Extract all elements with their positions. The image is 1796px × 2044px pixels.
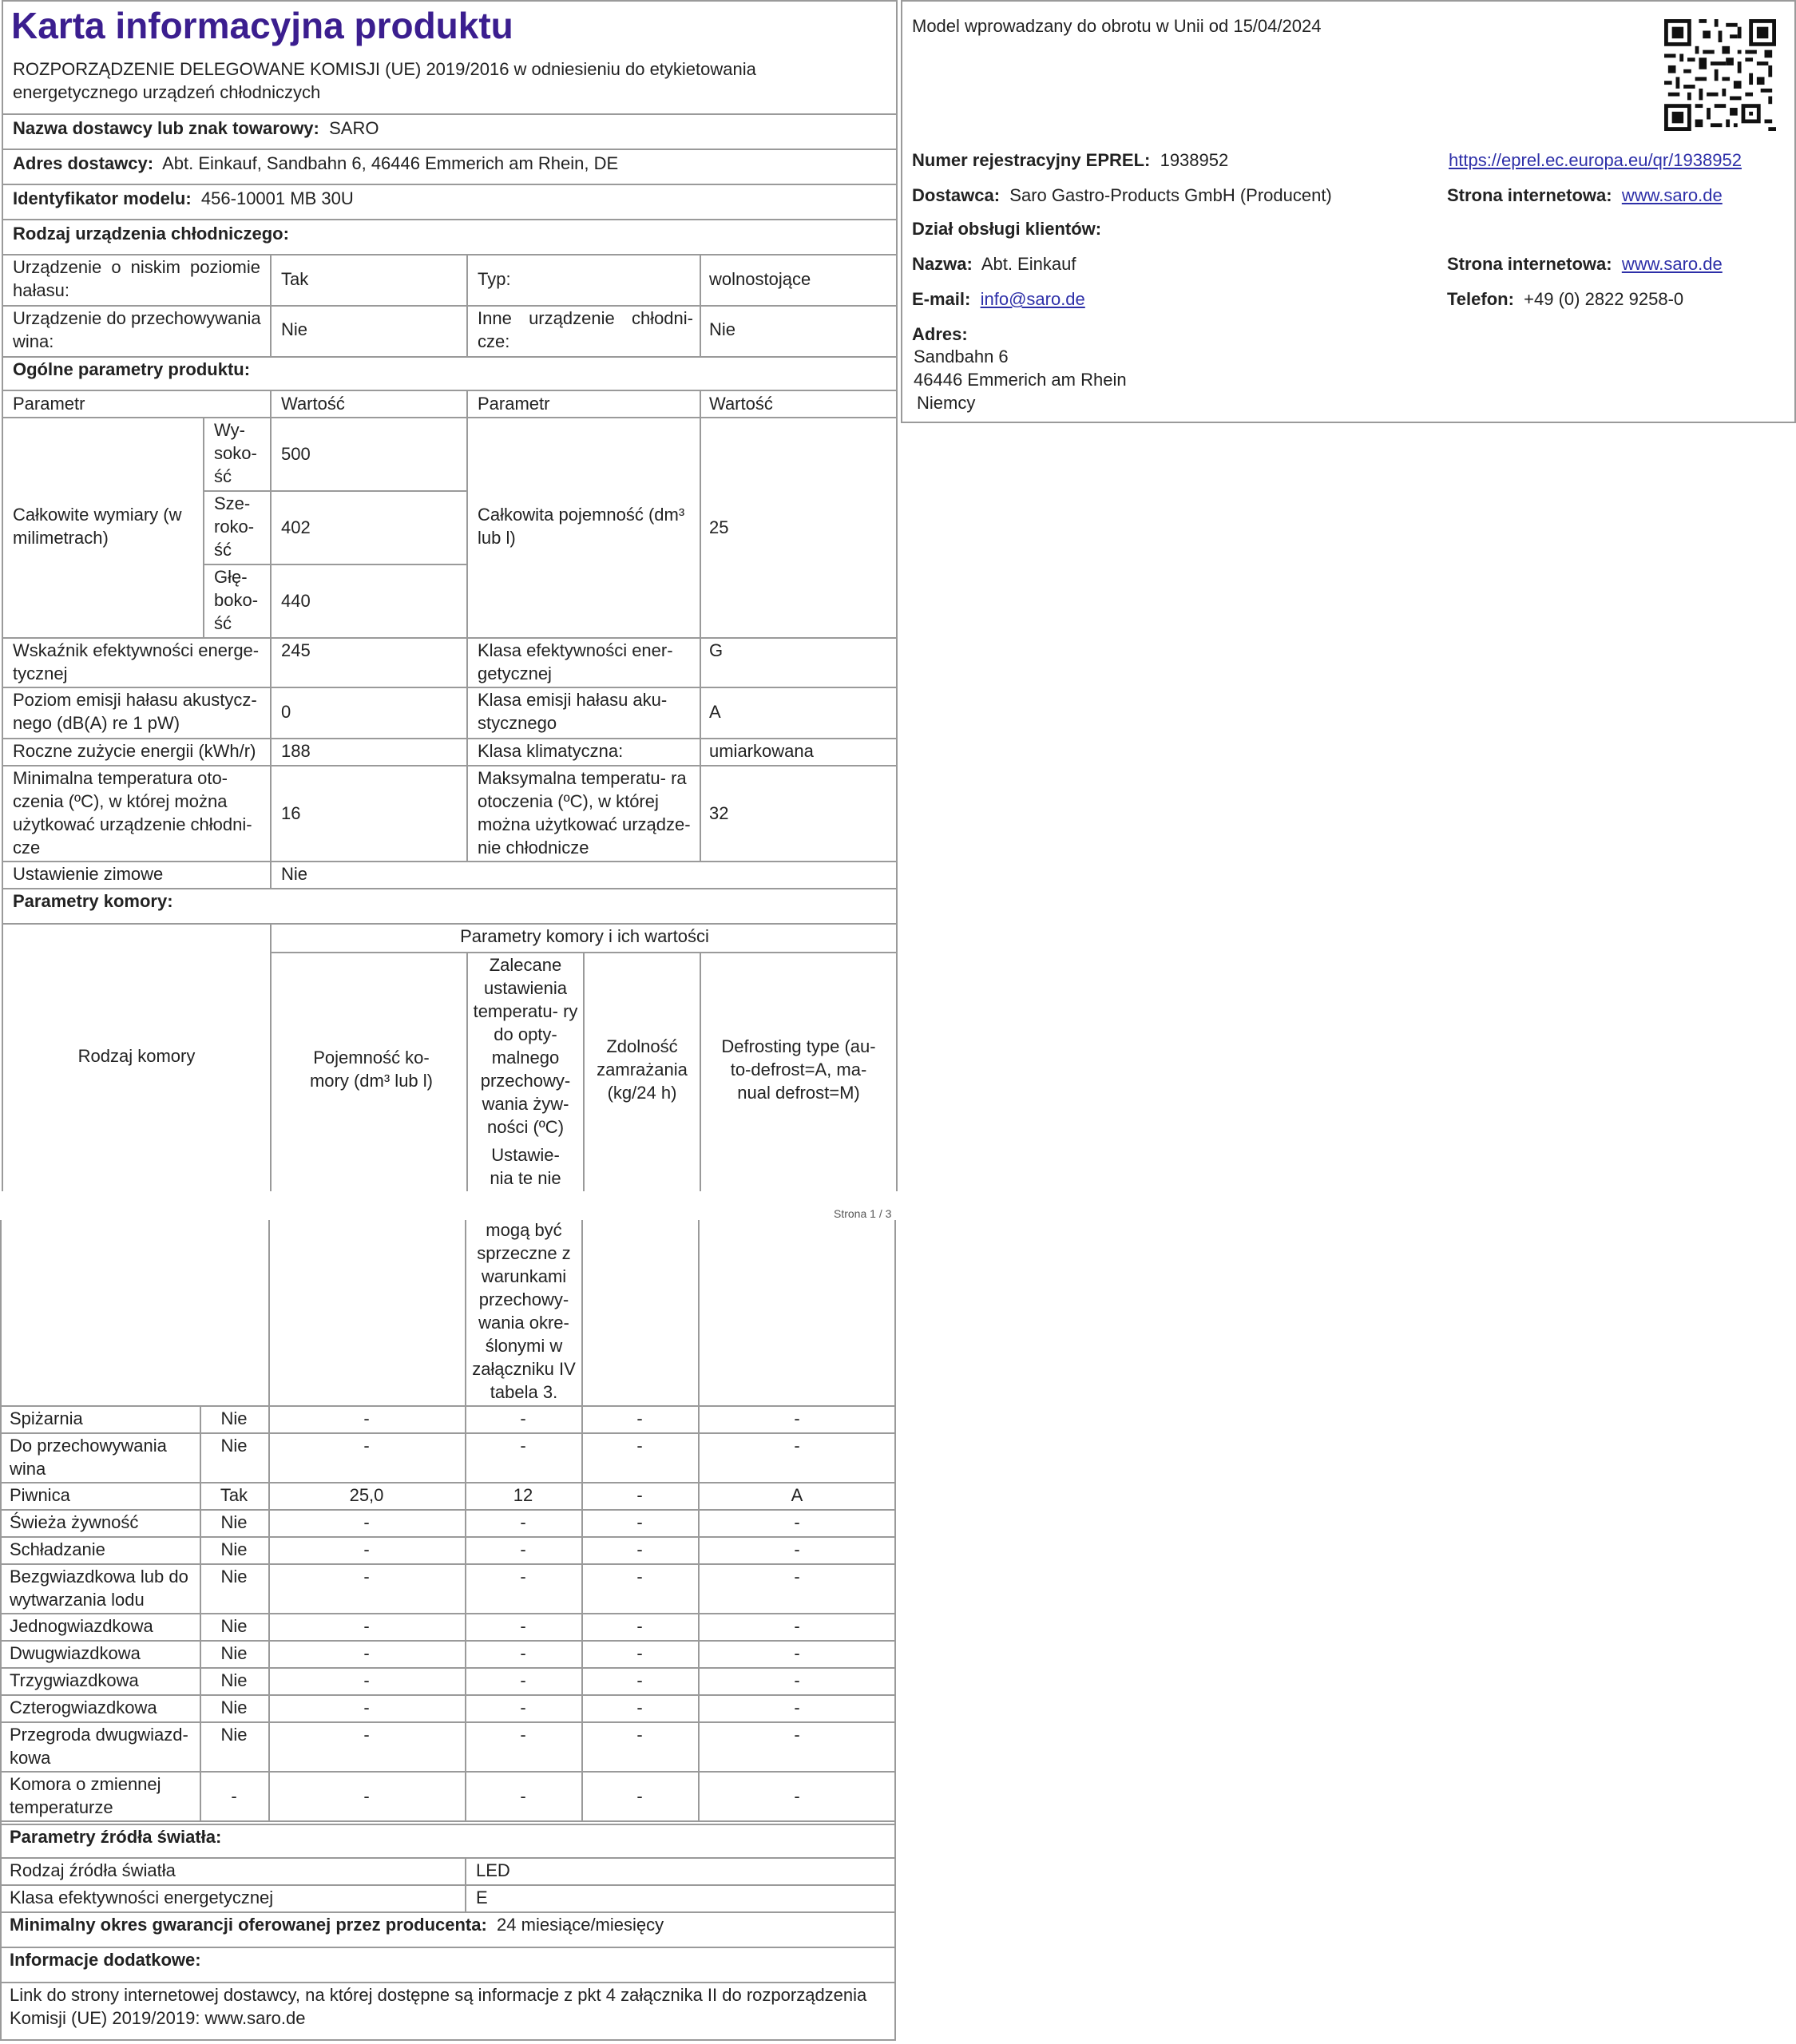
typ-value: wolnostojące: [709, 269, 811, 289]
chamber-freeze: -: [636, 1725, 643, 1745]
other-value: Nie: [709, 319, 736, 339]
eclass-label: Klasa efektywności ener- getycznej: [478, 640, 673, 683]
chamber-temp-note-2: mogą być sprzeczne z warunkami przechowy- wania okre- ślonymi w załączniku IV tabela 3.: [472, 1220, 576, 1402]
chamber-freeze: -: [636, 1697, 643, 1717]
phone-row: [1447, 287, 1683, 311]
chamber-vol: -: [363, 1643, 370, 1663]
climate-value: umiarkowana: [709, 741, 814, 761]
chamber-name: Czterogwiazdkowa: [10, 1697, 157, 1717]
depth-value: 440: [281, 591, 311, 611]
chamber-present: Nie: [220, 1436, 248, 1456]
chamber-vol: -: [363, 1670, 370, 1690]
chamber-vol: -: [363, 1512, 370, 1532]
other-label: Inne urządzenie chłodni- cze:: [478, 308, 693, 351]
chamber-defrost: -: [794, 1616, 800, 1636]
light-type-value: LED: [476, 1860, 510, 1880]
warranty-label: Minimalny okres gwarancji oferowanej przez producenta:: [10, 1915, 487, 1935]
low-noise-label: Urządzenie o niskim poziomie hałasu:: [13, 257, 260, 300]
product-sheet-page1: [2, 0, 898, 1191]
website-row: [1447, 184, 1723, 207]
chamber-present: Tak: [220, 1485, 248, 1505]
market-intro: Model wprowadzany do obrotu w Unii od 15/04/2024: [912, 16, 1322, 36]
wine-value: Nie: [281, 319, 308, 339]
chamber-defrost: -: [794, 1643, 800, 1663]
supplier-row: [13, 117, 379, 140]
chamber-defrost-header: Defrosting type (au- to-defrost=A, ma- nual defrost=M): [721, 1036, 876, 1103]
chamber-defrost: -: [794, 1567, 800, 1586]
chamber-present: Nie: [220, 1643, 248, 1663]
service-name-label: Nazwa:: [912, 254, 973, 274]
supplier-info-label: Dostawca:: [912, 185, 1001, 205]
chamber-freeze: -: [636, 1485, 643, 1505]
chamber-freeze-header: Zdolność zamrażania (kg/24 h): [597, 1036, 688, 1103]
tmin-label: Minimalna temperatura oto- czenia (ºC), w której można użytkować urządzenie chłodni- cze: [13, 768, 252, 858]
chamber-temp: -: [520, 1725, 526, 1745]
chamber-freeze: -: [636, 1643, 643, 1663]
height-label: Wy- soko- ść: [214, 420, 257, 486]
winter-value: Nie: [281, 864, 308, 884]
service-website-link[interactable]: www.saro.de: [1621, 254, 1723, 274]
eei-value: 245: [281, 640, 311, 660]
chamber-vol: -: [363, 1697, 370, 1717]
eprel-value: 1938952: [1160, 150, 1229, 170]
chamber-temp: -: [520, 1567, 526, 1586]
chamber-freeze: -: [636, 1786, 643, 1806]
service-name-row: [912, 252, 1076, 275]
chamber-defrost: -: [794, 1786, 800, 1806]
noise-class-label: Klasa emisji hałasu aku- stycznego: [478, 690, 668, 733]
phone-label: Telefon:: [1447, 289, 1514, 309]
chamber-defrost: -: [794, 1670, 800, 1690]
supplier-info-value: Saro Gastro-Products GmbH (Producent): [1009, 185, 1332, 205]
low-noise-value: Tak: [281, 269, 309, 289]
chamber-defrost: A: [791, 1485, 803, 1505]
type-section-heading: Rodzaj urządzenia chłodniczego:: [13, 224, 289, 244]
chamber-present: Nie: [220, 1408, 248, 1428]
noise-class-value: A: [709, 702, 721, 722]
chamber-temp: -: [520, 1670, 526, 1690]
service-name-value: Abt. Einkauf: [981, 254, 1076, 274]
general-section-heading: Ogólne parametry produktu:: [13, 359, 251, 379]
tmax-label: Maksymalna temperatu- ra otoczenia (ºC), w której można użytkować urządze- nie chłodnicze: [478, 768, 691, 858]
supplier-value: SARO: [329, 118, 379, 138]
chamber-freeze: -: [636, 1539, 643, 1559]
chamber-name: Piwnica: [10, 1485, 70, 1505]
website-link[interactable]: www.saro.de: [1621, 185, 1723, 205]
chamber-name: Komora o zmiennej temperaturze: [10, 1774, 161, 1817]
chamber-freeze: -: [636, 1670, 643, 1690]
col-param-2: Parametr: [478, 394, 550, 414]
chamber-freeze: -: [636, 1408, 643, 1428]
service-website-row: [1447, 252, 1723, 275]
chamber-defrost: -: [794, 1697, 800, 1717]
address-line-1: Sandbahn 6: [914, 347, 1009, 366]
col-param-1: Parametr: [13, 394, 85, 414]
chamber-vol: -: [363, 1786, 370, 1806]
chamber-defrost: -: [794, 1408, 800, 1428]
winter-label: Ustawienie zimowe: [13, 864, 164, 884]
chamber-temp: -: [520, 1697, 526, 1717]
width-label: Sze- roko- ść: [214, 493, 255, 560]
address-heading: Adres:: [912, 324, 968, 344]
chamber-temp: -: [520, 1408, 526, 1428]
eei-label: Wskaźnik efektywności energe- tycznej: [13, 640, 260, 683]
depth-label: Głę- boko- ść: [214, 567, 259, 633]
chamber-temp: -: [520, 1512, 526, 1532]
chamber-name: Trzygwiazdkowa: [10, 1670, 139, 1690]
typ-label: Typ:: [478, 269, 511, 289]
address-label: Adres dostawcy:: [13, 153, 154, 173]
annual-value: 188: [281, 741, 311, 761]
chamber-freeze: -: [636, 1616, 643, 1636]
chamber-name: Spiżarnia: [10, 1408, 83, 1428]
chamber-present: Nie: [220, 1567, 248, 1586]
warranty-row: [10, 1913, 664, 1936]
light-class-value: E: [476, 1888, 488, 1907]
eprel-row: [912, 149, 1228, 172]
warranty-value: 24 miesiące/miesięcy: [497, 1915, 664, 1935]
address-value: Abt. Einkauf, Sandbahn 6, 46446 Emmerich am Rhein, DE: [162, 153, 619, 173]
chamber-present: Nie: [220, 1616, 248, 1636]
tmin-value: 16: [281, 803, 301, 823]
chamber-freeze: -: [636, 1512, 643, 1532]
chamber-temp-note-1: Ustawie- nia te nie: [490, 1145, 561, 1188]
address-row: [13, 152, 618, 175]
col-value-1: Wartość: [281, 394, 345, 414]
chamber-section-heading: Parametry komory:: [13, 891, 173, 911]
chamber-temp-header: Zalecane ustawienia temperatu- ry do opty- malnego przechowy- wania żyw- ności (ºC): [473, 955, 578, 1137]
eclass-value: G: [709, 640, 724, 660]
light-class-label: Klasa efektywności energetycznej: [10, 1888, 274, 1907]
regulation-text: ROZPORZĄDZENIE DELEGOWANE KOMISJI (UE) 2019/2016 w odniesieniu do etykietowania energetycznego urządzeń chłodniczych: [13, 59, 756, 102]
chamber-vol: 25,0: [349, 1485, 384, 1505]
chamber-name: Przegroda dwugwiazd- kowa: [10, 1725, 188, 1768]
qr-code-icon: [1664, 19, 1776, 131]
chamber-vol: -: [363, 1725, 370, 1745]
chamber-present: Nie: [220, 1725, 248, 1745]
chamber-defrost: -: [794, 1436, 800, 1456]
eprel-label: Numer rejestracyjny EPREL:: [912, 150, 1151, 170]
chamber-present: -: [231, 1786, 237, 1806]
chamber-temp: -: [520, 1786, 526, 1806]
service-website-label: Strona internetowa:: [1447, 254, 1612, 274]
light-type-label: Rodzaj źródła światła: [10, 1860, 176, 1880]
annual-label: Roczne zużycie energii (kWh/r): [13, 741, 256, 761]
eprel-link[interactable]: https://eprel.ec.europa.eu/qr/1938952: [1449, 150, 1742, 170]
chamber-defrost: -: [794, 1539, 800, 1559]
width-value: 402: [281, 517, 311, 537]
noise-label: Poziom emisji hałasu akustycz- nego (dB(A) re 1 pW): [13, 690, 257, 733]
chamber-vol: -: [363, 1616, 370, 1636]
chamber-vol: -: [363, 1539, 370, 1559]
dims-label: Całkowite wymiary (w milimetrach): [13, 505, 182, 548]
chamber-defrost: -: [794, 1512, 800, 1532]
email-label: E-mail:: [912, 289, 971, 309]
chamber-name: Jednogwiazdkowa: [10, 1616, 153, 1636]
extra-text: Link do strony internetowej dostawcy, na której dostępne są informacje z pkt 4 załącznika II do rozporządzenia Komisji (UE) 2019/2019: www.saro.de: [10, 1985, 867, 2028]
model-row: [13, 187, 354, 210]
chamber-present: Nie: [220, 1539, 248, 1559]
chamber-present: Nie: [220, 1512, 248, 1532]
website-label: Strona internetowa:: [1447, 185, 1612, 205]
model-label: Identyfikator modelu:: [13, 188, 192, 208]
chamber-vol: -: [363, 1436, 370, 1456]
chamber-name: Bezgwiazdkowa lub do wytwarzania lodu: [10, 1567, 188, 1610]
chamber-present: Nie: [220, 1670, 248, 1690]
extra-section-heading: Informacje dodatkowe:: [10, 1950, 201, 1970]
wine-label: Urządzenie do przechowywania wina:: [13, 308, 261, 351]
chamber-present: Nie: [220, 1697, 248, 1717]
volume-label: Całkowita pojemność (dm³ lub l): [478, 505, 685, 548]
chamber-name: Schładzanie: [10, 1539, 105, 1559]
email-row: [912, 287, 1085, 311]
chamber-temp: -: [520, 1616, 526, 1636]
chamber-temp: -: [520, 1539, 526, 1559]
col-value-2: Wartość: [709, 394, 773, 414]
model-value: 456-10001 MB 30U: [200, 188, 354, 208]
chamber-temp: 12: [513, 1485, 533, 1505]
chamber-type-header: Rodzaj komory: [77, 1046, 196, 1066]
address-line-3: Niemcy: [917, 393, 976, 413]
email-link[interactable]: info@saro.de: [980, 289, 1085, 309]
chamber-name: Świeża żywność: [10, 1512, 139, 1532]
chamber-vol: -: [363, 1567, 370, 1586]
chamber-name: Do przechowywania wina: [10, 1436, 167, 1479]
page-number: Strona 1 / 3: [834, 1207, 892, 1220]
chamber-vol: -: [363, 1408, 370, 1428]
chamber-defrost: -: [794, 1725, 800, 1745]
supplier-info-row: [912, 184, 1332, 207]
phone-value: +49 (0) 2822 9258-0: [1524, 289, 1684, 309]
volume-value: 25: [709, 517, 729, 537]
chamber-temp: -: [520, 1436, 526, 1456]
eprel-panel: [901, 0, 1796, 423]
chamber-volume-header: Pojemność ko- mory (dm³ lub l): [309, 1048, 433, 1091]
chamber-name: Dwugwiazdkowa: [10, 1643, 141, 1663]
page-title: Karta informacyjna produktu: [11, 5, 513, 46]
address-line-2: 46446 Emmerich am Rhein: [914, 370, 1127, 390]
supplier-label: Nazwa dostawcy lub znak towarowy:: [13, 118, 319, 138]
tmax-value: 32: [709, 803, 729, 823]
chamber-freeze: -: [636, 1567, 643, 1586]
customer-service-heading: Dział obsługi klientów:: [912, 219, 1102, 239]
chamber-freeze: -: [636, 1436, 643, 1456]
light-section-heading: Parametry źródła światła:: [10, 1827, 222, 1847]
chamber-temp: -: [520, 1643, 526, 1663]
height-value: 500: [281, 444, 311, 464]
noise-value: 0: [281, 702, 291, 722]
chamber-header: Parametry komory i ich wartości: [460, 926, 709, 946]
climate-label: Klasa klimatyczna:: [478, 741, 624, 761]
